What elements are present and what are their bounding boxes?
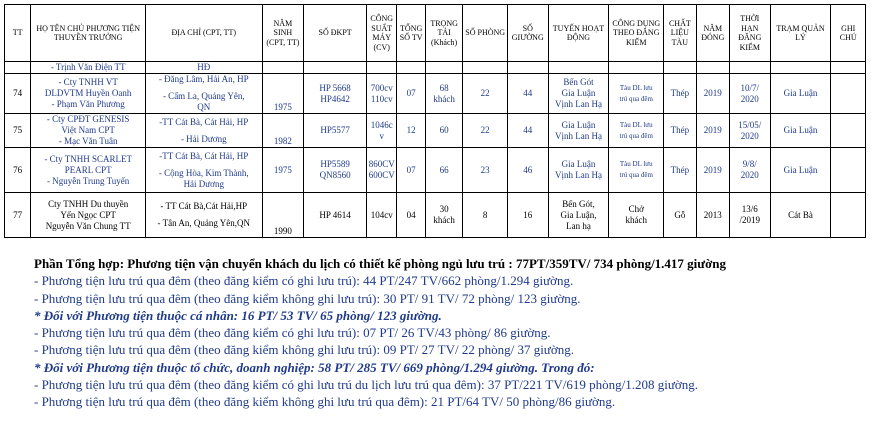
vessel-registry-table — [4, 4, 866, 238]
header-cell: HỌ TÊN CHỦ PHƯƠNG TIỆN THUYỀN TRƯỞNG — [31, 5, 146, 62]
birth-year-cell: 1990 — [262, 193, 304, 238]
rooms-cell: 8 — [463, 193, 508, 238]
usage-cell: Tàu DL lưu trú qua đêm — [609, 114, 664, 148]
tt-cell: 74 — [5, 74, 31, 114]
station-cell: Gia Luận — [770, 148, 831, 193]
table-header-row — [5, 5, 866, 62]
expiry-cell: 15/05/ 2020 — [730, 114, 771, 148]
header-cell: TUYẾN HOẠT ĐỘNG — [548, 5, 609, 62]
expiry-cell: 10/7/ 2020 — [730, 74, 771, 114]
beds-cell: 44 — [507, 114, 548, 148]
built-year-cell: 2019 — [696, 74, 729, 114]
beds-cell: 44 — [507, 74, 548, 114]
usage-cell: Chở khách — [609, 193, 664, 238]
header-cell: TT — [5, 5, 31, 62]
owner-cell: - Cty TNHH SCARLET PEARL CPT - Nguyễn Trung Tuyến — [31, 148, 146, 193]
summary-line: - Phương tiện lưu trú qua đêm (theo đăng kiểm có ghi lưu trú du lịch lưu trú qua đêm): 37 PT/221 TV/619 phòng/1.208 giường. — [34, 377, 698, 393]
note-cell — [831, 74, 866, 114]
table-row — [5, 193, 866, 238]
registration-cell: HP5589 QN8560 — [304, 148, 367, 193]
rooms-cell: 22 — [463, 74, 508, 114]
owner-cell: - Cty TNHH VT DLDVTM Huyền Oanh - Phạm Văn Phương — [31, 74, 146, 114]
owner-cell: - Cty CPĐT GENESIS Việt Nam CPT - Mạc Văn Tuân — [31, 114, 146, 148]
crew-cell: 07 — [397, 74, 425, 114]
capacity-cell: 60 — [425, 114, 463, 148]
header-cell: TRẠM QUẢN LÝ — [770, 5, 831, 62]
address-cell: HĐ — [145, 62, 262, 74]
crew-cell: 04 — [397, 193, 425, 238]
note-cell — [831, 148, 866, 193]
header-cell: NĂM SINH (CPT, TT) — [262, 5, 304, 62]
beds-cell: 46 — [507, 148, 548, 193]
address-cell: -TT Cát Bà, Cát Hải, HP - Cộng Hòa, Kim Thành, Hải Dương — [145, 148, 262, 193]
table-row — [5, 74, 866, 114]
table-row — [5, 148, 866, 193]
built-year-cell: 2019 — [696, 114, 729, 148]
tt-cell: 75 — [5, 114, 31, 148]
owner-cell: Cty TNHH Du thuyền Yến Ngọc CPT Nguyễn Văn Chung TT — [31, 193, 146, 238]
expiry-cell: 9/8/ 2020 — [730, 148, 771, 193]
birth-year-cell: 1975 — [262, 74, 304, 114]
tt-cell: 77 — [5, 193, 31, 238]
summary-line: - Phương tiện lưu trú qua đêm (theo đăng kiểm không ghi lưu trú): 30 PT/ 91 TV/ 72 phòng/ 123 giường. — [34, 290, 581, 306]
header-cell: CÔNG DỤNG THEO ĐĂNG KIỂM — [609, 5, 664, 62]
header-cell: TỔNG SỐ TV — [397, 5, 425, 62]
address-cell: - Đăng Lâm, Hải An, HP - Cẩm La, Quảng Yên, QN — [145, 74, 262, 114]
registration-cell: HP 4614 — [304, 193, 367, 238]
route-cell: Bến Gót Gia Luận Vịnh Lan Hạ — [548, 74, 609, 114]
header-cell: THỜI HẠN ĐĂNG KIỂM — [730, 5, 771, 62]
header-cell: SỐ ĐKPT — [304, 5, 367, 62]
summary-line: - Phương tiện lưu trú qua đêm (theo đăng kiểm không ghi lưu trú qua đêm): 21 PT/64 TV/ 50 phòng/86 giường. — [34, 394, 616, 410]
summary-title: Phần Tổng hợp: Phương tiện vận chuyển khách du lịch có thiết kế phòng ngủ lưu trú : 77PT/359TV/ 734 phòng/1.417 giường — [34, 256, 727, 271]
note-cell — [831, 114, 866, 148]
note-cell — [831, 193, 866, 238]
registration-cell: HP 5668 HP4642 — [304, 74, 367, 114]
header-cell: ĐỊA CHỈ (CPT, TT) — [145, 5, 262, 62]
built-year-cell: 2013 — [696, 193, 729, 238]
material-cell: Thép — [664, 114, 696, 148]
material-cell: Thép — [664, 74, 696, 114]
route-cell: Gia Luận Vịnh Lan Hạ — [548, 148, 609, 193]
table-row-partial — [5, 62, 866, 74]
usage-cell: Tàu DL lưu trú qua đêm — [609, 148, 664, 193]
summary-section — [34, 255, 726, 411]
crew-cell: 07 — [397, 148, 425, 193]
rooms-cell: 23 — [463, 148, 508, 193]
header-cell: GHI CHÚ — [831, 5, 866, 62]
summary-line: - Phương tiện lưu trú qua đêm (theo đăng kiểm không ghi lưu trú): 09 PT/ 27 TV/ 22 phòng/ 37 giường. — [34, 342, 574, 358]
route-cell: Bến Gót, Gia Luận, Lan hạ — [548, 193, 609, 238]
material-cell: Thép — [664, 148, 696, 193]
summary-subheading: * Đối với Phương tiện thuộc cá nhân: 16 PT/ 53 TV/ 65 phòng/ 123 giường. — [34, 307, 442, 323]
tt-cell: 76 — [5, 148, 31, 193]
capacity-cell: 30 khách — [425, 193, 463, 238]
address-cell: -TT Cát Bà, Cát Hải, HP - Hải Dương — [145, 114, 262, 148]
expiry-cell: 13/6 /2019 — [730, 193, 771, 238]
header-cell: CÔNG SUẤT MÁY (CV) — [367, 5, 397, 62]
birth-year-cell: 1975 — [262, 148, 304, 193]
header-cell: TRỌNG TẢI (Khách) — [425, 5, 463, 62]
rooms-cell: 22 — [463, 114, 508, 148]
power-cell: 1046c v — [367, 114, 397, 148]
power-cell: 700cv 110cv — [367, 74, 397, 114]
capacity-cell: 66 — [425, 148, 463, 193]
station-cell: Gia Luận — [770, 114, 831, 148]
beds-cell: 16 — [507, 193, 548, 238]
summary-subheading: * Đối với Phương tiện thuộc tổ chức, doanh nghiệp: 58 PT/ 285 TV/ 669 phòng/1.294 giường. Trong đó: — [34, 359, 595, 375]
station-cell: Cát Bà — [770, 193, 831, 238]
registration-cell: HP5577 — [304, 114, 367, 148]
owner-cell: - Trịnh Văn Điện TT — [31, 62, 146, 74]
header-cell: SỐ PHÒNG — [463, 5, 508, 62]
built-year-cell: 2019 — [696, 148, 729, 193]
header-cell: NĂM ĐÓNG — [696, 5, 729, 62]
table-row — [5, 114, 866, 148]
route-cell: Gia Luận Vịnh Lan Hạ — [548, 114, 609, 148]
address-cell: - TT Cát Bà,Cát Hải,HP - Tân An, Quảng Yên,QN — [145, 193, 262, 238]
crew-cell: 12 — [397, 114, 425, 148]
summary-line: - Phương tiện lưu trú qua đêm (theo đăng kiểm có ghi lưu trú): 07 PT/ 26 TV/43 phòng/ 86 giường. — [34, 325, 551, 341]
usage-cell: Tàu DL lưu trú qua đêm — [609, 74, 664, 114]
power-cell: 104cv — [367, 193, 397, 238]
power-cell: 860CV 600CV — [367, 148, 397, 193]
summary-line: - Phương tiện lưu trú qua đêm (theo đăng kiểm có ghi lưu trú): 44 PT/247 TV/662 phòng/1.294 giường. — [34, 273, 574, 289]
header-cell: SỐ GIƯỜNG — [507, 5, 548, 62]
material-cell: Gỗ — [664, 193, 696, 238]
capacity-cell: 68 khách — [425, 74, 463, 114]
header-cell: CHẤT LIỆU TÀU — [664, 5, 696, 62]
birth-year-cell: 1982 — [262, 114, 304, 148]
station-cell: Gia Luận — [770, 74, 831, 114]
